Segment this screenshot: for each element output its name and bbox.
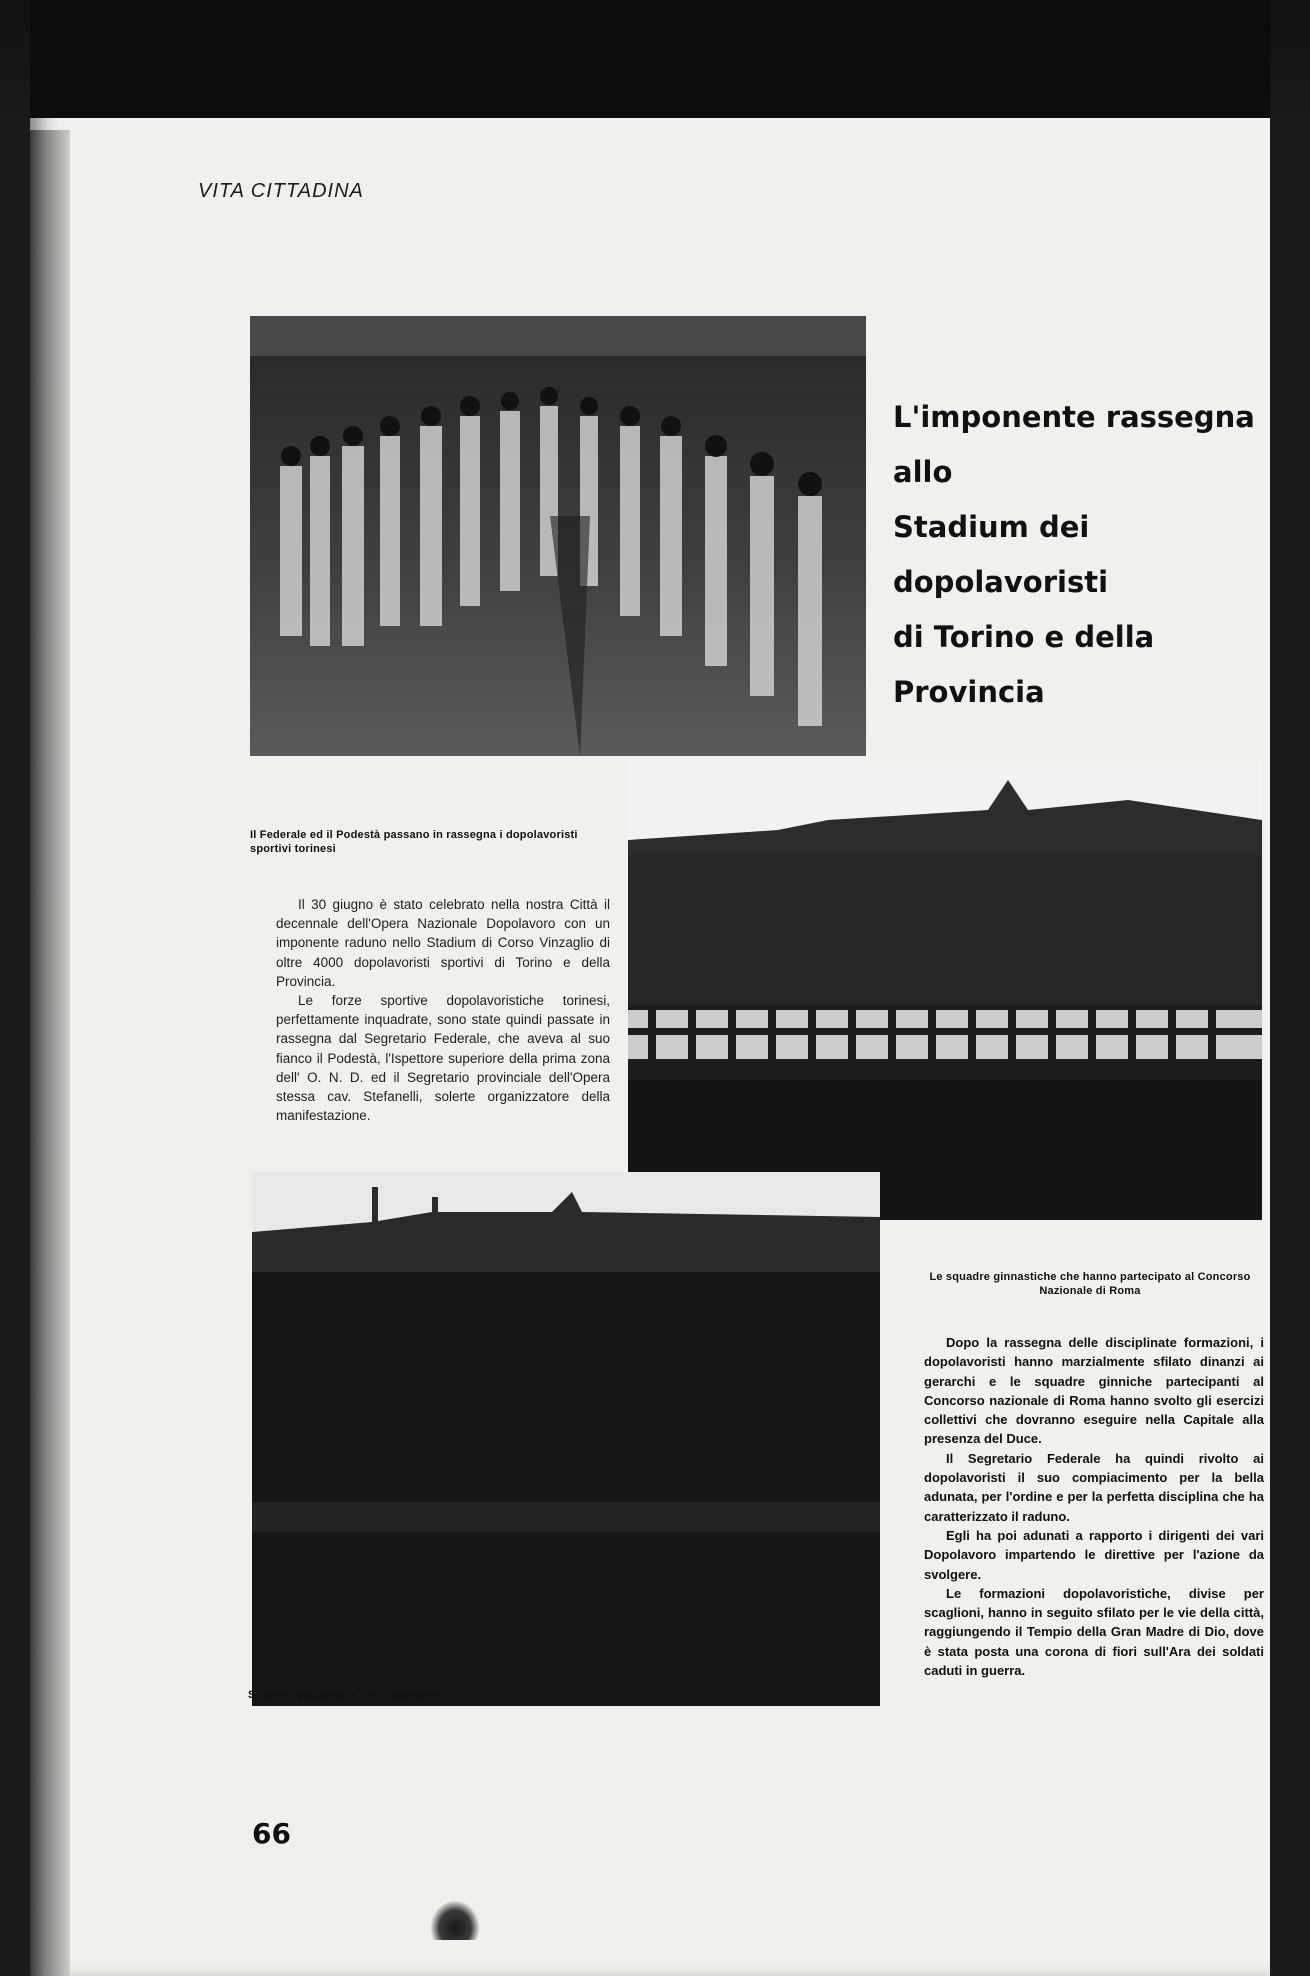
paragraph: Dopo la rassegna delle disciplinate formazioni, i dopolavoristi hanno marzialmente sfilato dinanzi ai gerarchi e le squadre ginniche partecipanti al Concorso nazionale di Roma hanno svolto gli esercizi collettivi che dovranno eseguire nella Capitale alla presenza del Duce. <box>924 1335 1264 1447</box>
paragraph: Le formazioni dopolavoristiche, divise per scaglioni, hanno in seguito sfilato per le vie della città, raggiungendo il Tempio della Gran Madre di Dio, dove è stata posta una corona di fiori sull'Ara dei soldati caduti in guerra. <box>924 1585 1264 1679</box>
headline-line-1: L'imponente rassegna allo <box>893 400 1255 489</box>
photo-review-athletes <box>250 316 866 756</box>
paragraph: Il 30 giugno è stato celebrato nella nostra Città il decennale dell'Opera Nazionale Dopolavoro con un imponente raduno nello Stadium di Corso Vinzaglio di oltre 4000 dopolavoristi sportivi di Torino e della Provincia. <box>276 897 610 989</box>
scan-dark-band <box>30 0 1270 118</box>
paragraph: Il Segretario Federale ha quindi rivolto ai dopolavoristi il suo compiacimento per la bella adunata, per l'ordine e per la perfetta disciplina che ha caratterizzato il raduno. <box>924 1450 1264 1524</box>
photo-banners-parade <box>252 1172 880 1706</box>
paragraph: Egli ha poi adunati a rapporto i dirigenti dei vari Dopolavoro impartendo le direttive per l'azione da svolgere. <box>924 1527 1264 1582</box>
photo2-caption: Le squadre ginnastiche che hanno partecipato al Concorso Nazionale di Roma <box>929 1271 1251 1297</box>
page-binding-shadow <box>30 130 70 1976</box>
article-body-left <box>276 895 610 1125</box>
page-number: 66 <box>252 1817 291 1850</box>
article-body-right <box>924 1333 1264 1680</box>
section-title: VITA CITTADINA <box>198 180 364 202</box>
headline-line-2: Stadium dei dopolavoristi <box>893 510 1109 599</box>
paragraph: Le forze sportive dopolavoristiche torinesi, perfettamente inquadrate, sono state quindi passate in rassegna dal Segretario Federale, che aveva al suo fianco il Podestà, l'Ispettore superiore della prima zona dell' O. N. D. ed il Segretario provinciale dell'Opera stessa cav. Stefanelli, solerte organizzatore della manifestazione. <box>276 993 610 1124</box>
photo1-caption: Il Federale ed il Podestà passano in rassegna i dopolavoristi sportivi torinesi <box>250 829 578 855</box>
article-headline <box>893 390 1273 720</box>
scan-ink-blot <box>430 1900 480 1940</box>
photo3-caption: Sfilano i gagliardetti del Dopolavoro <box>248 1689 444 1701</box>
photo-gymnastic-squads <box>628 760 1262 1220</box>
headline-line-3: di Torino e della Provincia <box>893 620 1155 709</box>
